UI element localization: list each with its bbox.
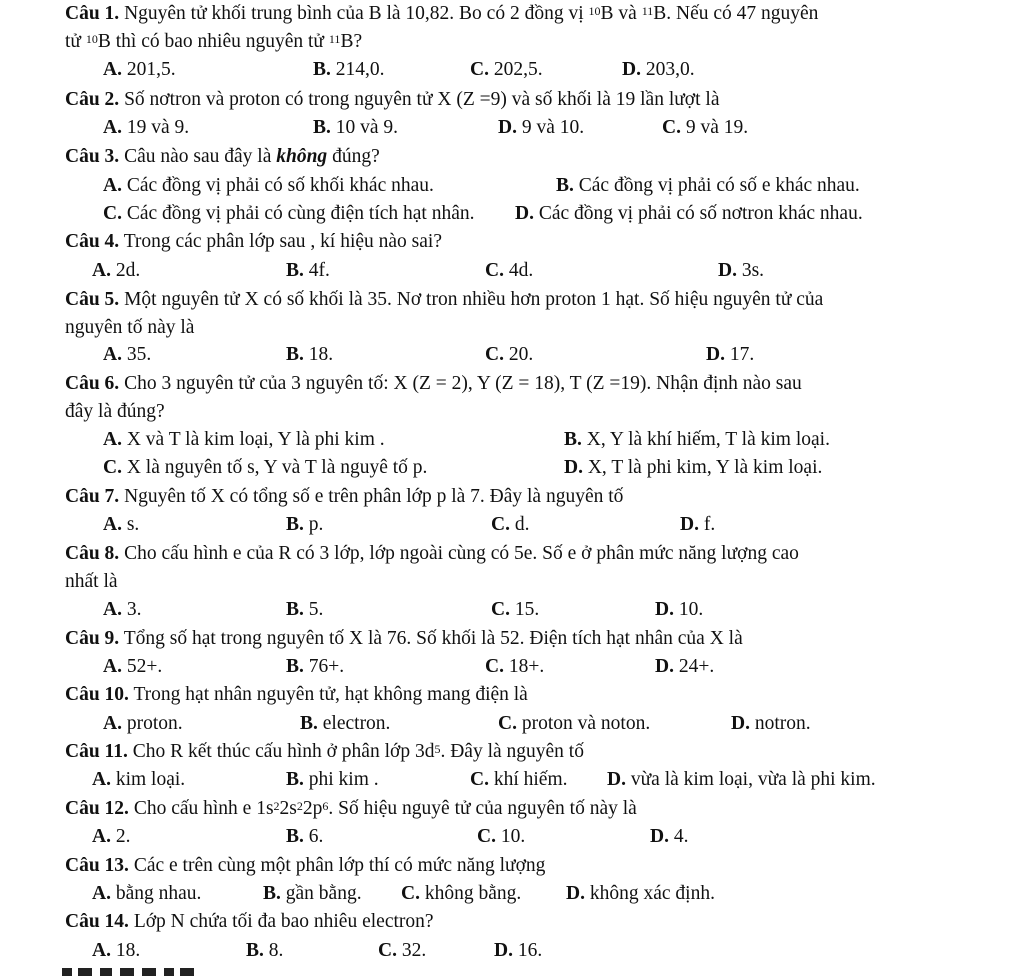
- question-6-options-row2: [0, 455, 1024, 481]
- option-a[interactable]: A. 52+.: [103, 656, 163, 677]
- question-number: Câu 11.: [65, 741, 128, 762]
- option-d[interactable]: D. notron.: [731, 713, 811, 734]
- stem-text: Số nơtron và proton có trong nguyên tử X (Z =9) và số khối là 19 lần lượt là: [119, 89, 720, 110]
- question-9-options: [0, 654, 1024, 680]
- option-a[interactable]: A. 18.: [92, 940, 141, 961]
- option-b[interactable]: B. 214,0.: [313, 59, 385, 80]
- question-4-options: [0, 258, 1024, 284]
- question-8-stem: [65, 541, 799, 567]
- question-7-options: [0, 512, 1024, 538]
- option-a[interactable]: A. s.: [103, 514, 140, 535]
- question-number: Câu 3.: [65, 146, 120, 167]
- option-d[interactable]: D. 10.: [655, 599, 704, 620]
- option-d[interactable]: D. Các đồng vị phải có số nơtron khác nhau.: [515, 203, 863, 224]
- question-14-options: [0, 938, 1024, 964]
- option-c[interactable]: C. 9 và 19.: [662, 117, 749, 138]
- option-d[interactable]: D. 17.: [706, 344, 755, 365]
- question-number: Câu 7.: [65, 486, 120, 507]
- option-b[interactable]: B. 76+.: [286, 656, 345, 677]
- option-a[interactable]: A. kim loại.: [92, 769, 186, 790]
- option-b[interactable]: B. 6.: [286, 826, 324, 847]
- stem-text: Trong hạt nhân nguyên tử, hạt không mang điện là: [128, 684, 528, 705]
- option-a[interactable]: A. 19 và 9.: [103, 117, 190, 138]
- question-11-stem: [65, 739, 584, 765]
- question-11-options: [0, 767, 1024, 793]
- question-2-options: [0, 115, 1024, 141]
- option-c[interactable]: C. proton và noton.: [498, 713, 651, 734]
- question-1-options: [0, 57, 1024, 83]
- question-6-stem: [65, 371, 802, 397]
- option-c[interactable]: C. 32.: [378, 940, 427, 961]
- stem-text: B và: [600, 3, 642, 24]
- option-d[interactable]: D. không xác định.: [566, 883, 715, 904]
- stem-text: B?: [340, 31, 363, 52]
- stem-text: B. Nếu có 47 nguyên: [653, 3, 819, 24]
- option-a[interactable]: A. X và T là kim loại, Y là phi kim .: [103, 429, 385, 450]
- question-5-stem-line2: [65, 315, 194, 341]
- option-c[interactable]: C. d.: [491, 514, 530, 535]
- stem-text: đúng?: [327, 146, 380, 167]
- question-3-options-row1: [0, 173, 1024, 199]
- stem-text: . Đây là nguyên tố: [440, 741, 584, 762]
- stem-text: Cho 3 nguyên tử của 3 nguyên tố: X (Z = 2), Y (Z = 18), T (Z =19). Nhận định nào sau: [119, 373, 802, 394]
- question-12-stem: [65, 796, 637, 822]
- option-b[interactable]: B. p.: [286, 514, 324, 535]
- question-number: Câu 4.: [65, 231, 120, 252]
- question-9-stem: [65, 626, 743, 652]
- option-b[interactable]: B. 8.: [246, 940, 284, 961]
- electron-count: 2: [296, 799, 303, 813]
- stem-text: đây là đúng?: [65, 401, 165, 422]
- stem-text: 2s: [279, 798, 297, 819]
- stem-text: Câu nào sau đây là: [119, 146, 277, 167]
- question-3-stem: [65, 144, 380, 170]
- option-d[interactable]: D. 9 và 10.: [498, 117, 585, 138]
- option-a[interactable]: A. 35.: [103, 344, 152, 365]
- question-number: Câu 8.: [65, 543, 120, 564]
- stem-text: . Số hiệu nguyê tử của nguyên tố này là: [328, 798, 637, 819]
- stem-text: Cho R kết thúc cấu hình ở phân lớp 3d: [127, 741, 435, 762]
- question-12-options: [0, 824, 1024, 850]
- isotope-mass-number: 11: [328, 32, 341, 46]
- question-number: Câu 14.: [65, 911, 129, 932]
- question-number: Câu 13.: [65, 855, 129, 876]
- question-number: Câu 1.: [65, 3, 120, 24]
- option-c[interactable]: C. 202,5.: [470, 59, 543, 80]
- question-3-options-row2: [0, 201, 1024, 227]
- option-c[interactable]: C. 15.: [491, 599, 540, 620]
- stem-text: Nguyên tố X có tổng số e trên phân lớp p là 7. Đây là nguyên tố: [119, 486, 624, 507]
- question-2-stem: [65, 87, 719, 113]
- option-d[interactable]: D. f.: [680, 514, 716, 535]
- option-b[interactable]: B. 10 và 9.: [313, 117, 399, 138]
- option-c[interactable]: C. X là nguyên tố s, Y và T là nguyê tố p.: [103, 457, 428, 478]
- option-a[interactable]: A. 2d.: [92, 260, 141, 281]
- question-6-options-row1: [0, 427, 1024, 453]
- question-13-options: [0, 881, 1024, 907]
- option-a[interactable]: A. proton.: [103, 713, 183, 734]
- option-c[interactable]: C. khí hiếm.: [470, 769, 568, 790]
- option-b[interactable]: B. 5.: [286, 599, 324, 620]
- emphasis-word: không: [276, 146, 328, 167]
- stem-text: Trong các phân lớp sau , kí hiệu nào sai?: [119, 231, 442, 252]
- option-d[interactable]: D. 203,0.: [622, 59, 695, 80]
- electron-count: 6: [322, 799, 329, 813]
- stem-text: Lớp N chứa tối đa bao nhiêu electron?: [128, 911, 434, 932]
- isotope-mass-number: 10: [588, 4, 601, 18]
- option-c[interactable]: C. 4d.: [485, 260, 534, 281]
- stem-text: Tổng số hạt trong nguyên tố X là 76. Số khối là 52. Điện tích hạt nhân của X là: [119, 628, 743, 649]
- option-c[interactable]: C. Các đồng vị phải có cùng điện tích hạt nhân.: [103, 203, 475, 224]
- question-6-stem-line2: [65, 399, 165, 425]
- question-5-stem: [65, 287, 823, 313]
- option-a[interactable]: A. Các đồng vị phải có số khối khác nhau.: [103, 175, 434, 196]
- option-c[interactable]: C. 18+.: [485, 656, 545, 677]
- option-a[interactable]: A. 2.: [92, 826, 131, 847]
- question-13-stem: [65, 853, 545, 879]
- option-b[interactable]: B. gần bằng.: [263, 883, 362, 904]
- option-a[interactable]: A. bằng nhau.: [92, 883, 202, 904]
- option-b[interactable]: B. electron.: [300, 713, 391, 734]
- stem-text: Nguyên tử khối trung bình của B là 10,82. Bo có 2 đồng vị: [119, 3, 589, 24]
- option-b[interactable]: B. X, Y là khí hiếm, T là kim loại.: [564, 429, 830, 450]
- option-d[interactable]: D. 4.: [650, 826, 689, 847]
- question-10-stem: [65, 682, 528, 708]
- question-14-stem: [65, 909, 434, 935]
- question-number: Câu 2.: [65, 89, 120, 110]
- question-5-options: [0, 342, 1024, 368]
- option-c[interactable]: C. 10.: [477, 826, 526, 847]
- option-d[interactable]: D. 16.: [494, 940, 543, 961]
- option-a[interactable]: A. 3.: [103, 599, 142, 620]
- option-c[interactable]: C. 20.: [485, 344, 534, 365]
- option-b[interactable]: B. 4f.: [286, 260, 330, 281]
- question-number: Câu 6.: [65, 373, 120, 394]
- question-number: Câu 12.: [65, 798, 129, 819]
- stem-text: Các e trên cùng một phân lớp thí có mức năng lượng: [128, 855, 546, 876]
- question-7-stem: [65, 484, 623, 510]
- option-b[interactable]: B. Các đồng vị phải có số e khác nhau.: [556, 175, 860, 196]
- stem-text: Một nguyên tử X có số khối là 35. Nơ tron nhiều hơn proton 1 hạt. Số hiệu nguyên tử của: [119, 289, 824, 310]
- stem-text: nhất là: [65, 571, 118, 592]
- stem-text: 2p: [302, 798, 323, 819]
- option-d[interactable]: D. vừa là kim loại, vừa là phi kim.: [607, 769, 876, 790]
- stem-text: tử: [65, 31, 86, 52]
- question-1-stem-line2: [65, 29, 362, 55]
- option-b[interactable]: B. 18.: [286, 344, 334, 365]
- question-8-options: [0, 597, 1024, 623]
- option-a[interactable]: A. 201,5.: [103, 59, 176, 80]
- electron-count: 2: [273, 799, 280, 813]
- isotope-mass-number: 10: [85, 32, 98, 46]
- question-8-stem-line2: [65, 569, 118, 595]
- question-number: Câu 9.: [65, 628, 120, 649]
- electron-count: 5: [434, 742, 441, 756]
- cut-off-heading-fragment: [62, 968, 252, 976]
- stem-text: Cho cấu hình e của R có 3 lớp, lớp ngoài cùng có 5e. Số e ở phân mức năng lượng cao: [119, 543, 799, 564]
- question-1-stem: [65, 1, 818, 27]
- question-number: Câu 10.: [65, 684, 129, 705]
- option-d[interactable]: D. 24+.: [655, 656, 715, 677]
- option-b[interactable]: B. phi kim .: [286, 769, 379, 790]
- isotope-mass-number: 11: [641, 4, 654, 18]
- stem-text: Cho cấu hình e 1s: [128, 798, 274, 819]
- stem-text: nguyên tố này là: [65, 317, 195, 338]
- question-10-options: [0, 711, 1024, 737]
- question-number: Câu 5.: [65, 289, 120, 310]
- option-d[interactable]: D. 3s.: [718, 260, 765, 281]
- option-c[interactable]: C. không bằng.: [401, 883, 522, 904]
- option-d[interactable]: D. X, T là phi kim, Y là kim loại.: [564, 457, 823, 478]
- stem-text: B thì có bao nhiêu nguyên tử: [97, 31, 329, 52]
- question-4-stem: [65, 229, 442, 255]
